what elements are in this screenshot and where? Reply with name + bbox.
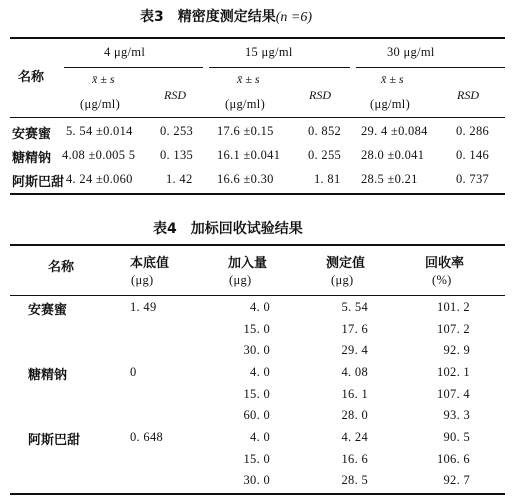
table4-cell-measured: 28. 5 bbox=[341, 473, 368, 487]
table3-cell: 28.5 ±0.21 bbox=[361, 172, 418, 186]
table4-header-recovery: 回收率 bbox=[425, 256, 465, 271]
table3-cell: 0. 255 bbox=[308, 148, 342, 162]
table4-cell-recovery: 106. 6 bbox=[436, 452, 470, 466]
table3-group-30: 30 μg/ml bbox=[387, 45, 435, 59]
table3-title-text: 表3 精密度测定结果 bbox=[140, 9, 276, 25]
table3-group-rule-3 bbox=[356, 67, 505, 68]
table3-rsd-1: RSD bbox=[164, 88, 186, 102]
table3-group-4: 4 μg/ml bbox=[104, 45, 146, 59]
table3-meansd-1: x̄ ± s bbox=[92, 72, 115, 86]
table4-cell-added: 4. 0 bbox=[250, 430, 270, 444]
table3-group-rule-2 bbox=[209, 67, 350, 68]
table3-cell: 0. 737 bbox=[456, 172, 490, 186]
table4-cell-measured: 16. 6 bbox=[341, 452, 368, 466]
table4-unit-added: (μg) bbox=[229, 273, 252, 287]
table3-cell: 4. 24 ±0.060 bbox=[66, 172, 133, 186]
table4-cell-added: 30. 0 bbox=[243, 473, 270, 487]
table4-cell-measured: 29. 4 bbox=[341, 343, 368, 357]
table3-rsd-3: RSD bbox=[457, 88, 479, 102]
table4-unit-recovery: (%) bbox=[432, 273, 452, 287]
table3-cell: 0. 135 bbox=[160, 148, 194, 162]
table4-cell-background: 0. 648 bbox=[130, 430, 164, 444]
table4-cell-name: 安赛蜜 bbox=[28, 303, 68, 318]
table4-cell-recovery: 107. 4 bbox=[436, 387, 470, 401]
table4-cell-measured: 4. 24 bbox=[341, 430, 368, 444]
table4-title: 表4 加标回收试验结果 bbox=[153, 221, 303, 237]
table3-meansd-3: x̄ ± s bbox=[381, 72, 404, 86]
table4-cell-measured: 16. 1 bbox=[341, 387, 368, 401]
table4-cell-measured: 5. 54 bbox=[341, 300, 368, 314]
table4-cell-added: 4. 0 bbox=[250, 365, 270, 379]
table3-group-rule-1 bbox=[64, 67, 203, 68]
table4-top-rule bbox=[10, 244, 505, 246]
table4-header-added: 加入量 bbox=[228, 256, 268, 271]
table3-cell: 1. 42 bbox=[166, 172, 193, 186]
table3-name-header: 名称 bbox=[18, 70, 45, 85]
table4-cell-added: 15. 0 bbox=[243, 452, 270, 466]
table3-unit-1: (μg/ml) bbox=[80, 97, 121, 111]
table3-top-rule bbox=[10, 37, 505, 39]
table4-unit-measured: (μg) bbox=[331, 273, 354, 287]
table3-unit-2: (μg/ml) bbox=[225, 97, 266, 111]
table4-header-rule bbox=[10, 295, 505, 296]
table3-cell: 0. 253 bbox=[160, 124, 194, 138]
table4-cell-background: 1. 49 bbox=[130, 300, 157, 314]
table4-cell-recovery: 102. 1 bbox=[436, 365, 470, 379]
table3-title bbox=[140, 6, 312, 26]
table3-cell: 5. 54 ±0.014 bbox=[66, 124, 133, 138]
table3-cell: 28.0 ±0.041 bbox=[361, 148, 425, 162]
table3-cell: 0. 146 bbox=[456, 148, 490, 162]
table4-cell-added: 15. 0 bbox=[243, 322, 270, 336]
table3-header-rule bbox=[10, 117, 505, 118]
table4-header-measured: 测定值 bbox=[326, 256, 366, 271]
table4-cell-added: 15. 0 bbox=[243, 387, 270, 401]
table4-cell-added: 30. 0 bbox=[243, 343, 270, 357]
table3-meansd-2: x̄ ± s bbox=[237, 72, 260, 86]
table4-cell-name: 阿斯巴甜 bbox=[28, 433, 81, 448]
table4-cell-background: 0 bbox=[130, 365, 137, 379]
table4-unit-background: (μg) bbox=[131, 273, 154, 287]
table4-header-name: 名称 bbox=[48, 260, 75, 275]
table4-cell-recovery: 92. 7 bbox=[443, 473, 470, 487]
table4-cell-measured: 17. 6 bbox=[341, 322, 368, 336]
table4-cell-measured: 4. 08 bbox=[341, 365, 368, 379]
table4-bottom-rule bbox=[10, 493, 505, 495]
table4-cell-added: 60. 0 bbox=[243, 408, 270, 422]
table3-title-n: (n =6) bbox=[275, 10, 313, 25]
table4-header-background: 本底值 bbox=[130, 256, 170, 271]
table3-cell: 4.08 ±0.005 5 bbox=[62, 148, 136, 162]
table3-cell: 16.1 ±0.041 bbox=[217, 148, 281, 162]
table4-cell-recovery: 93. 3 bbox=[443, 408, 470, 422]
table3-rsd-2: RSD bbox=[309, 88, 331, 102]
table3-cell: 29. 4 ±0.084 bbox=[361, 124, 428, 138]
table3-row-name: 安赛蜜 bbox=[12, 127, 52, 142]
table4-cell-recovery: 92. 9 bbox=[443, 343, 470, 357]
table3-row-name: 阿斯巴甜 bbox=[12, 175, 65, 190]
table4-cell-name: 糖精钠 bbox=[28, 368, 68, 383]
table3-cell: 0. 852 bbox=[308, 124, 342, 138]
table3-group-15: 15 μg/ml bbox=[245, 45, 293, 59]
table4-cell-recovery: 107. 2 bbox=[436, 322, 470, 336]
table3-cell: 17.6 ±0.15 bbox=[217, 124, 274, 138]
table3-unit-3: (μg/ml) bbox=[370, 97, 411, 111]
table3-bottom-rule bbox=[10, 193, 505, 195]
table3-cell: 0. 286 bbox=[456, 124, 490, 138]
table4-cell-recovery: 90. 5 bbox=[443, 430, 470, 444]
table3-row-name: 糖精钠 bbox=[12, 151, 52, 166]
table3-cell: 16.6 ±0.30 bbox=[217, 172, 274, 186]
table3-cell: 1. 81 bbox=[314, 172, 341, 186]
table4-cell-added: 4. 0 bbox=[250, 300, 270, 314]
table4-cell-measured: 28. 0 bbox=[341, 408, 368, 422]
table4-cell-recovery: 101. 2 bbox=[436, 300, 470, 314]
